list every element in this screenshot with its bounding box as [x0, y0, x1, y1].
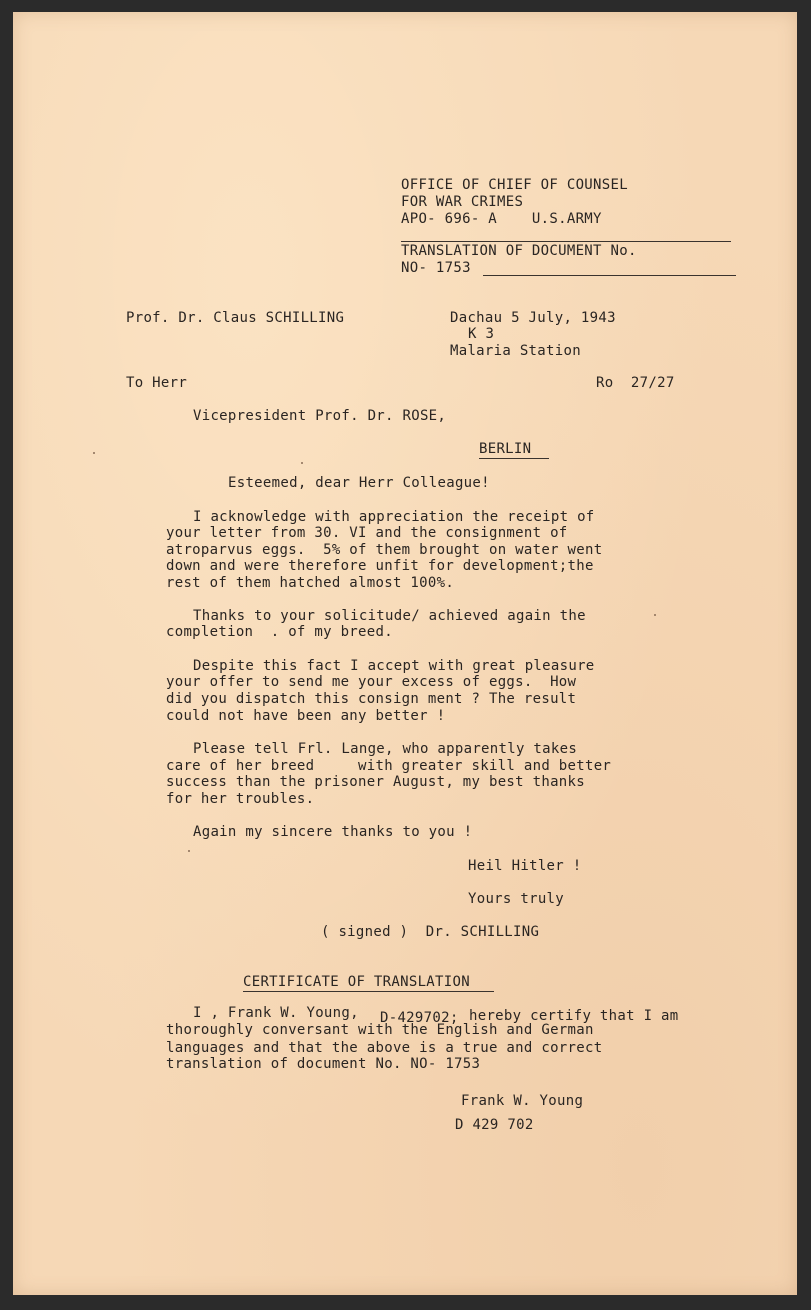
closing-heil: Heil Hitler ! [468, 858, 582, 874]
salutation: Esteemed, dear Herr Colleague! [228, 475, 490, 491]
certificate-title: CERTIFICATE OF TRANSLATION [243, 974, 494, 992]
paragraph-3-line: your offer to send me your excess of eggs. How [166, 674, 577, 690]
closing-yours-truly: Yours truly [468, 891, 565, 907]
paper-speck [301, 462, 303, 464]
paragraph-4-line: Please tell Frl. Lange, who apparently takes [193, 741, 578, 757]
certificate-line-1a: I , Frank W. Young, [193, 1005, 359, 1021]
station-name: Malaria Station [450, 343, 581, 359]
reference-number: Ro 27/27 [596, 375, 675, 391]
header-rule-top [401, 241, 731, 242]
certificate-line-4: translation of document No. NO- 1753 [166, 1056, 481, 1072]
certificate-id-inline: D-429702; [380, 1010, 459, 1026]
header-office-line: OFFICE OF CHIEF OF COUNSEL [401, 177, 628, 193]
certificate-line-3: languages and that the above is a true and correct [166, 1040, 603, 1056]
header-rule-bottom [483, 275, 736, 276]
translation-doc-line: TRANSLATION OF DOCUMENT No. [401, 243, 637, 259]
to-herr: To Herr [126, 375, 188, 391]
paper-speck [654, 614, 656, 616]
paragraph-2-line: Thanks to your solicitude/ achieved again the [193, 608, 586, 624]
paragraph-4-line: for her troubles. [166, 791, 315, 807]
paragraph-1-line: atroparvus eggs. 5% of them brought on water went [166, 542, 603, 558]
paragraph-4-line: care of her breed with greater skill and better [166, 758, 612, 774]
header-war-crimes-line: FOR WAR CRIMES [401, 194, 524, 210]
department-code: K 3 [468, 326, 495, 342]
translator-name: Frank W. Young [461, 1093, 584, 1109]
certificate-line-1c: hereby certify that I am [469, 1008, 679, 1024]
paper-speck [188, 850, 190, 852]
paragraph-1-line: down and were therefore unfit for development;the [166, 558, 594, 574]
document-page [13, 12, 797, 1295]
paragraph-3-line: did you dispatch this consign ment ? The result [166, 691, 577, 707]
place-date: Dachau 5 July, 1943 [450, 310, 616, 326]
header-apo-line: APO- 696- A U.S.ARMY [401, 211, 602, 227]
paragraph-4-line: success than the prisoner August, my best thanks [166, 774, 585, 790]
paragraph-1-line: your letter from 30. VI and the consignment of [166, 525, 568, 541]
signature-line: ( signed ) Dr. SCHILLING [321, 924, 540, 940]
recipient-city: BERLIN [479, 441, 549, 459]
paragraph-5: Again my sincere thanks to you ! [193, 824, 473, 840]
certificate-line-2: thoroughly conversant with the English and German [166, 1022, 594, 1038]
paragraph-3-line: could not have been any better ! [166, 708, 446, 724]
paragraph-1-line: rest of them hatched almost 100%. [166, 575, 455, 591]
paper-speck [93, 452, 95, 454]
paragraph-3-line: Despite this fact I accept with great pleasure [193, 658, 595, 674]
paragraph-2-line: completion . of my breed. [166, 624, 393, 640]
translation-doc-number: NO- 1753 [401, 260, 471, 276]
translator-id: D 429 702 [455, 1117, 534, 1133]
paragraph-1-line: I acknowledge with appreciation the receipt of [193, 509, 595, 525]
sender-name: Prof. Dr. Claus SCHILLING [126, 310, 345, 326]
recipient-name: Vicepresident Prof. Dr. ROSE, [193, 408, 447, 424]
